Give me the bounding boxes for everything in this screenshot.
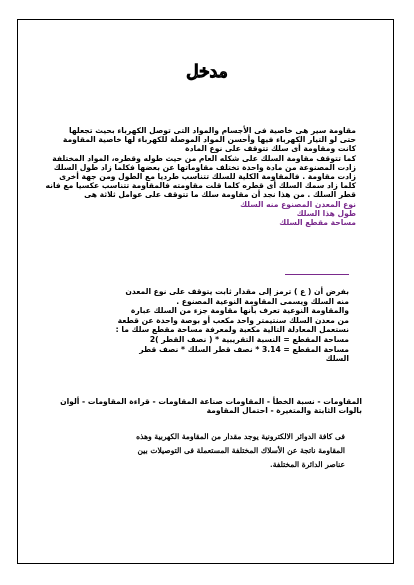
intro-line: كانت ومقاومة أى سلك تتوقف على نوع المادة	[185, 144, 356, 154]
closing-paragraph	[60, 430, 345, 472]
closing-line: المقاومة ناتجة عن الأسلاك المختلفة المستعملة فى التوصيلات بين	[137, 446, 345, 455]
topics-line: بالوات الثابتة والمتغيرة - احتمال المقاومة	[206, 406, 362, 416]
formula-line: نستعمل المعادلة التالية مكعبة ولمعرفة مساحة مقطع سلك ما :	[115, 325, 349, 335]
intro-line: زادت مقاومة . فالمقاومة الكلية للسلك تتناسب طرديا مع الطول ومن جهة أخرى	[59, 172, 356, 182]
intro-paragraph	[44, 126, 356, 227]
intro-line: كما تتوقف مقاومة السلك على شكله العام من حيث طوله وقطره، المواد المختلفة	[52, 153, 356, 163]
closing-line: عناصر الدائرة المختلفة.	[270, 460, 345, 469]
formula-line: من معدن السلك سنتيمتر واحد مكعب أو بوصة واحدة عن قطعة	[117, 315, 349, 325]
factor-item: نوع المعدن المصنوع منه السلك	[240, 199, 356, 209]
intro-line: مقاومة سير هى خاصية فى الأجسام والمواد التى توصل الكهرباء بحيث تجعلها	[69, 126, 356, 135]
formula-line: السلك	[325, 354, 349, 364]
factor-item: مساحة مقطع السلك	[279, 218, 356, 228]
formula-paragraph	[44, 287, 349, 364]
formula-line: بفرض أن ( ع ) ترمز إلى مقدار ثابت يتوقف على نوع المعدن	[125, 287, 349, 296]
topics-paragraph	[44, 397, 362, 416]
formula-line: مساحة المقطع = 3.14 * نصف قطر السلك * نصف قطر	[139, 344, 349, 354]
formula-line: منه السلك ويسمى المقاومة النوعية المصنوع .	[176, 296, 349, 306]
intro-line: حتى لو التيار الكهرباء فيها وأحسن المواد الموصلة للكهرباء لها خاصية المقاومة	[62, 135, 356, 145]
intro-line: زادت المصنوعة من مادة واحدة تختلف مقاوماتها عن بعضها فكلما زاد طول السلك	[53, 162, 356, 172]
section-divider	[285, 274, 349, 275]
intro-line: قطر السلك . من هذا نجد أن مقاومة سلك ما تتوقف على عوامل ثلاثة هى	[84, 190, 356, 200]
factor-item: طول هذا السلك	[296, 208, 356, 218]
topics-line: المقاومات - نسبة الخطأ - المقاومات صناعة المقاومات - قراءة المقاومات - ألوان	[60, 397, 362, 406]
intro-line: كلما زاد سمك السلك أى قطره كلما قلت مقاومته فالمقاومة تتناسب عكسيا مع فانه	[45, 181, 356, 191]
formula-line: والمقاومة النوعية تعرف بأنها مقاومة جزء من السلك عبارة	[130, 306, 349, 316]
closing-line: فى كافة الدوائر الالكترونية يوجد مقدار من المقاومة الكهربية وهذه	[136, 432, 345, 441]
formula-line: مساحة المقطع = النسبة التقريبية * ( نصف القطر )2	[149, 334, 349, 344]
page-title: مدخل	[186, 62, 228, 82]
